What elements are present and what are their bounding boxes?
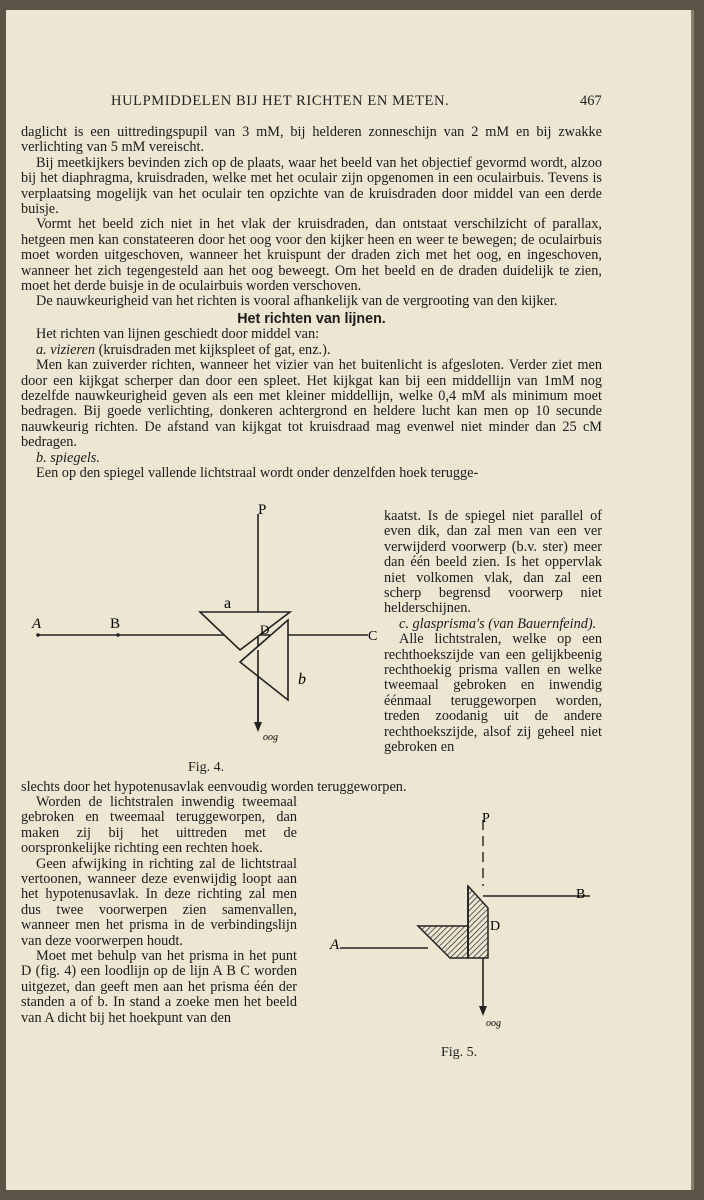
list-item-b	[21, 451, 602, 466]
paragraph: Geen afwijking in richting zal de lichtstraal vertoonen, wanneer deze evenwijdig loopt aan het hypotenusavlak. In deze richting zal men dus twee voorwerpen zien samenvallen, wanneer men het prisma in de verbindingslijn van deze voorwerpen houdt.	[21, 855, 297, 949]
paragraph: Een op den spiegel vallende lichtstraal wordt onder denzelfden hoek terugge-	[36, 464, 479, 481]
section-title: Het richten van lijnen.	[237, 310, 386, 327]
figure-5-caption: Fig. 5.	[441, 1045, 478, 1060]
fig5-label-A: A	[330, 937, 340, 953]
left-column	[21, 795, 297, 1026]
fig4-label-C: C	[368, 629, 378, 644]
fig5-label-B: B	[576, 887, 586, 902]
list-label: c. glasprisma's	[399, 615, 485, 632]
fig4-label-b: b	[298, 671, 306, 688]
list-item-a	[21, 343, 602, 358]
paragraph: slechts door het hypotenusavlak eenvoudig worden teruggeworpen.	[21, 779, 407, 795]
running-header: HULPMIDDELEN BIJ HET RICHTEN EN METEN.	[111, 93, 450, 109]
fig4-label-B: B	[110, 616, 121, 632]
figure-4	[30, 500, 390, 760]
paragraph: Vormt het beeld zich niet in het vlak der kruisdraden, dan ontstaat verschilzicht of parallax, hetgeen men kan constateeren door het oog voor den kijker heen en weer te bewegen; de oculairbuis moet worden uitgeschoven, wanneer het kruispunt der draden zich met het oog, en ingeschoven, wanneer het zich tegengesteld aan het oog beweegt. Om het beeld en de draden duidelijk te zien, moet het derde buisje in de oculairbuis worden verschoven.	[21, 216, 602, 295]
fig4-label-D: D	[260, 622, 270, 637]
page-number: 467	[580, 93, 602, 109]
paragraph: Moet met behulp van het prisma in het punt D (fig. 4) een loodlijn op de lijn A B C worden uitgezet, dan geeft men aan het prisma één der standen a of b. In stand a zoeke men het beeld van A dicht bij het hoekpunt van den	[21, 948, 297, 1026]
list-label: a. vizieren	[36, 341, 96, 358]
fig5-label-oog: oog	[486, 1018, 501, 1029]
paragraph: Alle lichtstralen, welke op een rechthoekszijde van een gelijkbeenig rechthoekig prisma vallen en welke tweemaal gebroken en inwendig éénmaal teruggeworpen worden, treden zoodanig uit de andere rechthoekszijde, alsof zij geheel niet gebroken en	[384, 631, 602, 756]
right-column	[384, 509, 602, 756]
fig4-label-a: a	[224, 595, 232, 612]
paragraph: kaatst. Is de spiegel niet parallel of even dik, dan zal men van een ver verwijderd voorwerp (b.v. ster) meer dan één beeld zien. Is het oppervlak niet volkomen vlak, dan zal een scherp begrensd voorwerp niet helderschijnen.	[384, 508, 602, 617]
list-text: (van Bauernfeind).	[488, 615, 597, 632]
paragraph: Het richten van lijnen geschiedt door middel van:	[36, 326, 320, 343]
paragraph: Men kan zuiverder richten, wanneer het vizier van het buitenlicht is afgesloten. Verder ziet men door een kijkgat scherper dan door een spleet. Het kijkgat kan bij een middellijn van 1mM nog dezelfde nauwkeurigheid geven als een met kleiner middellijn, welke 0,4 mM als minimum moet bedragen. Bij goede verlichting, donkeren achtergrond en heldere lucht kan men op 10 secunde nauwkeurig richten. De afstand van kijkgat tot kruisdraad mag evenwel niet minder dan 25 cM bedragen.	[21, 357, 602, 451]
list-item-c	[384, 617, 602, 632]
figure-4-caption: Fig. 4.	[188, 760, 225, 775]
body-top	[21, 125, 602, 481]
fig5-label-D: D	[490, 919, 501, 934]
paragraph: daglicht is een uittredingspupil van 3 mM, bij helderen zonneschijn van 2 mM en bij zwakke verlichting van 5 mM vereischt.	[21, 124, 602, 156]
fig4-label-P: P	[258, 502, 267, 518]
paragraph: Worden de lichtstralen inwendig tweemaal gebroken en tweemaal teruggeworpen, dan maken zij bij het uittreden met de oorspronkelijke richting een rechten hoek.	[21, 794, 297, 857]
fig4-label-A: A	[32, 616, 42, 632]
list-text: (kruisdraden met kijkspleet of gat, enz.).	[98, 341, 331, 358]
figure-5	[328, 808, 608, 1038]
paragraph: De nauwkeurigheid van het richten is vooral afhankelijk van de vergrooting van den kijker.	[36, 293, 558, 310]
list-label: b. spiegels.	[36, 449, 100, 466]
fig4-label-oog: oog	[263, 732, 278, 743]
fig5-label-P: P	[482, 811, 490, 826]
paragraph: Bij meetkijkers bevinden zich op de plaats, waar het beeld van het objectief gevormd wordt, alzoo bij het diaphragma, kruisdraden, welke met het oculair zijn opgenomen in een oculairbuis. Tevens is verplaatsing mogelijk van het oculair ten opzichte van de kruisdraden door middel van een derde buisje.	[21, 154, 602, 218]
